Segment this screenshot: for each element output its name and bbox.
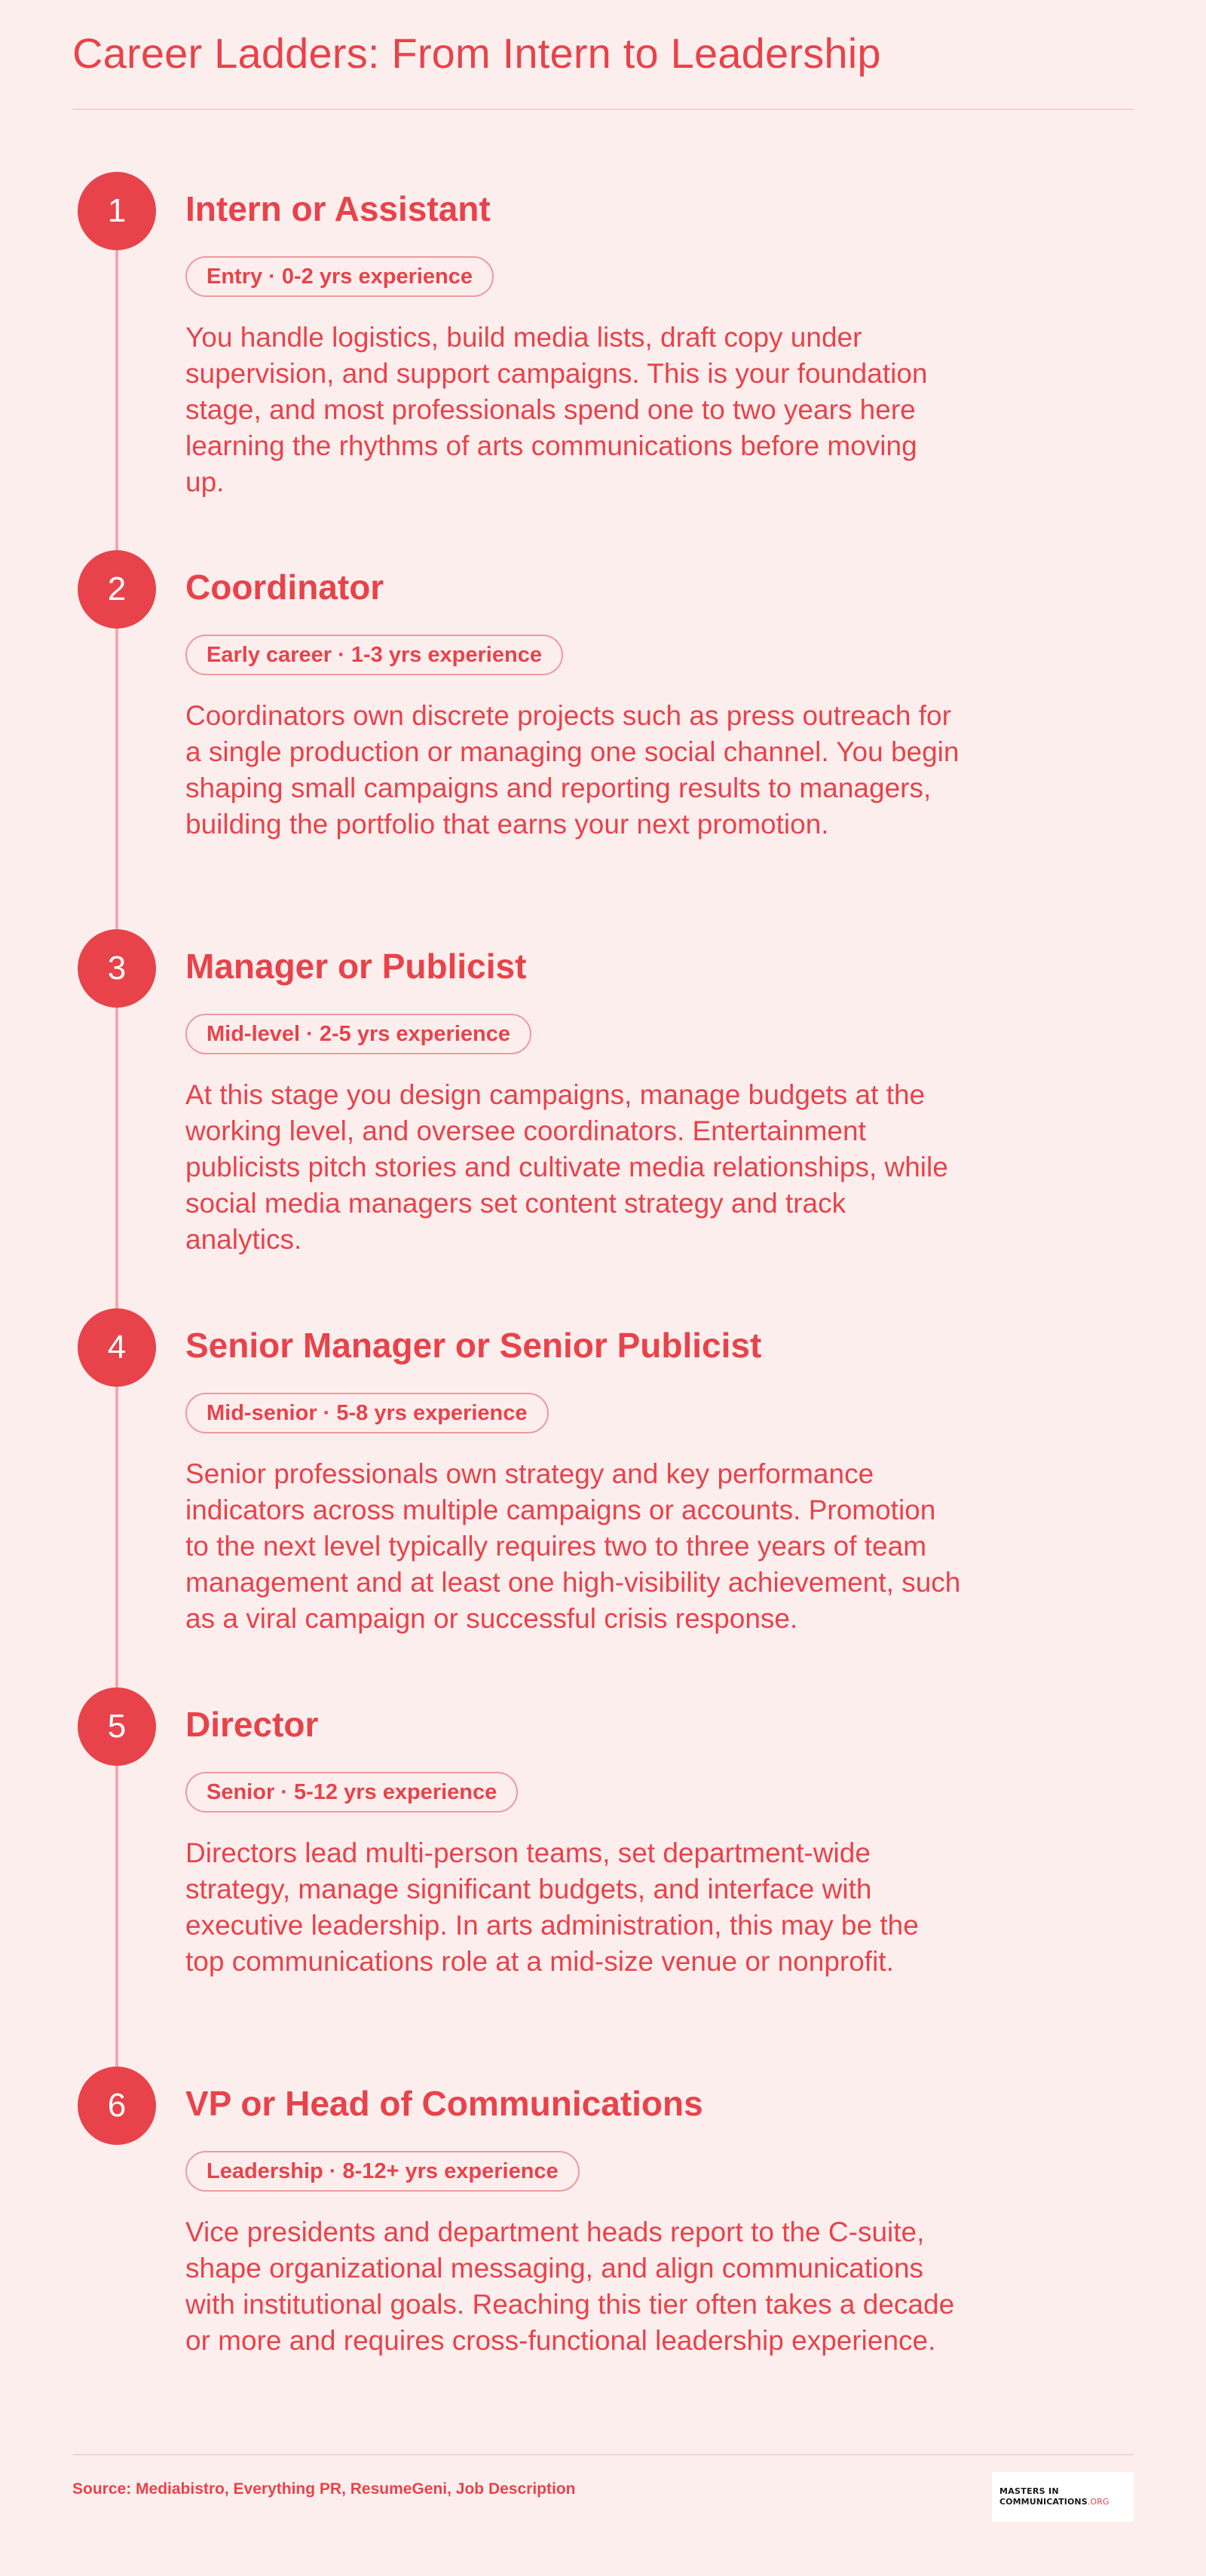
timeline-line xyxy=(115,249,118,2110)
experience-badge: Early career · 1-3 yrs experience xyxy=(185,635,563,675)
step-title: VP or Head of Communications xyxy=(185,2084,703,2123)
step-description: Directors lead multi-person teams, set department-wide strategy, manage significant budgets, and interface with executive leadership. In arts administration, this may be the top communications role at a mid-size venue or nonprofit. xyxy=(185,1837,919,1977)
experience-badge: Senior · 5-12 yrs experience xyxy=(185,1772,518,1813)
step-title: Coordinator xyxy=(185,568,384,607)
step-number-badge: 6 xyxy=(78,2067,156,2145)
experience-badge: Mid-level · 2-5 yrs experience xyxy=(185,1014,531,1054)
step-title: Senior Manager or Senior Publicist xyxy=(185,1326,762,1365)
step-title: Manager or Publicist xyxy=(185,947,527,986)
step-description: At this stage you design campaigns, manage budgets at the working level, and oversee coordinators. Entertainment publicists pitch stories and cultivate media relationships, while social media managers set content strategy and track analytics. xyxy=(185,1079,948,1255)
page-title: Career Ladders: From Intern to Leadership xyxy=(72,29,881,77)
step-number-badge: 5 xyxy=(78,1687,156,1766)
logo-wordmark: COMMUNICATIONS xyxy=(999,2497,1088,2507)
step-description: Vice presidents and department heads report to the C-suite, shape organizational messaging, and align communications with institutional goals. Reaching this tier often takes a decade or more and requires cross-functional leadership experience. xyxy=(185,2217,955,2356)
step-number-badge: 4 xyxy=(78,1308,156,1387)
step-title: Director xyxy=(185,1705,319,1744)
step-description: You handle logistics, build media lists, draft copy under supervision, and support campaigns. This is your foundation stage, and most professionals spend one to two years here learning the rhythms of arts communications before moving up. xyxy=(185,322,928,497)
brand-logo xyxy=(992,2472,1134,2522)
logo-line-2 xyxy=(999,2497,1134,2507)
footer-divider xyxy=(72,2454,1134,2455)
experience-badge: Entry · 0-2 yrs experience xyxy=(185,256,494,297)
logo-suffix: .ORG xyxy=(1087,2497,1110,2507)
title-divider xyxy=(72,109,1134,110)
logo-line-1: MASTERS IN xyxy=(999,2486,1059,2496)
step-description: Senior professionals own strategy and key performance indicators across multiple campaigns or accounts. Promotion to the next level typically requires two to three years of team management and at least one high-visibility achievement, such as a viral campaign or successful crisis response. xyxy=(185,1458,961,1634)
step-title: Intern or Assistant xyxy=(185,189,491,228)
step-number-badge: 1 xyxy=(78,172,156,250)
experience-badge: Mid-senior · 5-8 yrs experience xyxy=(185,1393,549,1433)
source-citation: Source: Mediabistro, Everything PR, ResumeGeni, Job Description xyxy=(72,2480,576,2498)
step-number-badge: 2 xyxy=(78,550,156,629)
step-number-badge: 3 xyxy=(78,929,156,1008)
experience-badge: Leadership · 8-12+ yrs experience xyxy=(185,2151,580,2192)
step-description: Coordinators own discrete projects such as press outreach for a single production or managing one social channel. You begin shaping small campaigns and reporting results to managers, building the portfolio that earns your next promotion. xyxy=(185,700,960,840)
